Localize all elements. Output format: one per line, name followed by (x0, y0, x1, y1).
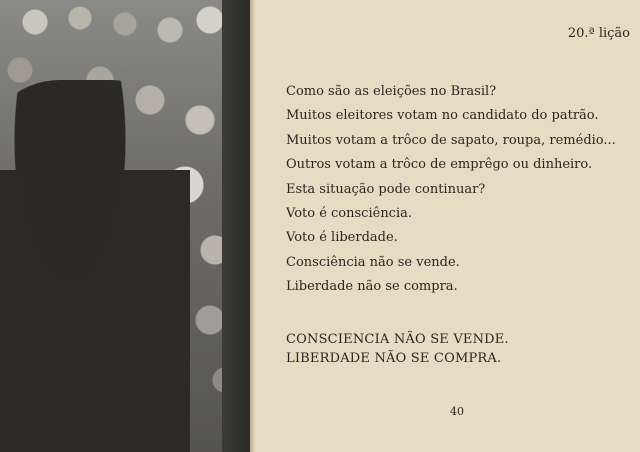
lesson-line: Voto é consciência. (286, 205, 413, 221)
foreground-silhouette (0, 80, 190, 452)
lesson-line: Esta situação pode continuar? (286, 181, 486, 197)
lesson-heading: 20.ª lição (567, 26, 630, 41)
lesson-line: Muitos eleitores votam no candidato do patrão. (286, 108, 599, 124)
lesson-line: Voto é liberdade. (286, 230, 398, 246)
uppercase-slogan (286, 330, 626, 368)
lesson-line: Muitos votam a trôco de sapato, roupa, remédio... (286, 132, 616, 148)
slogan-line: CONSCIENCIA NÃO SE VENDE. (286, 332, 509, 347)
text-page (256, 0, 640, 452)
dark-post (222, 0, 250, 452)
lesson-line: Liberdade não se compra. (286, 279, 458, 295)
lesson-line: Consciência não se vende. (286, 254, 460, 270)
page-number: 40 (450, 405, 464, 418)
crowd-photograph (0, 0, 250, 452)
lesson-line: Como são as eleições no Brasil? (286, 84, 497, 99)
lesson-line: Outros votam a trôco de emprêgo ou dinheiro. (286, 157, 593, 173)
lesson-lines (286, 80, 626, 300)
slogan-line: LIBERDADE NÃO SE COMPRA. (286, 351, 502, 366)
